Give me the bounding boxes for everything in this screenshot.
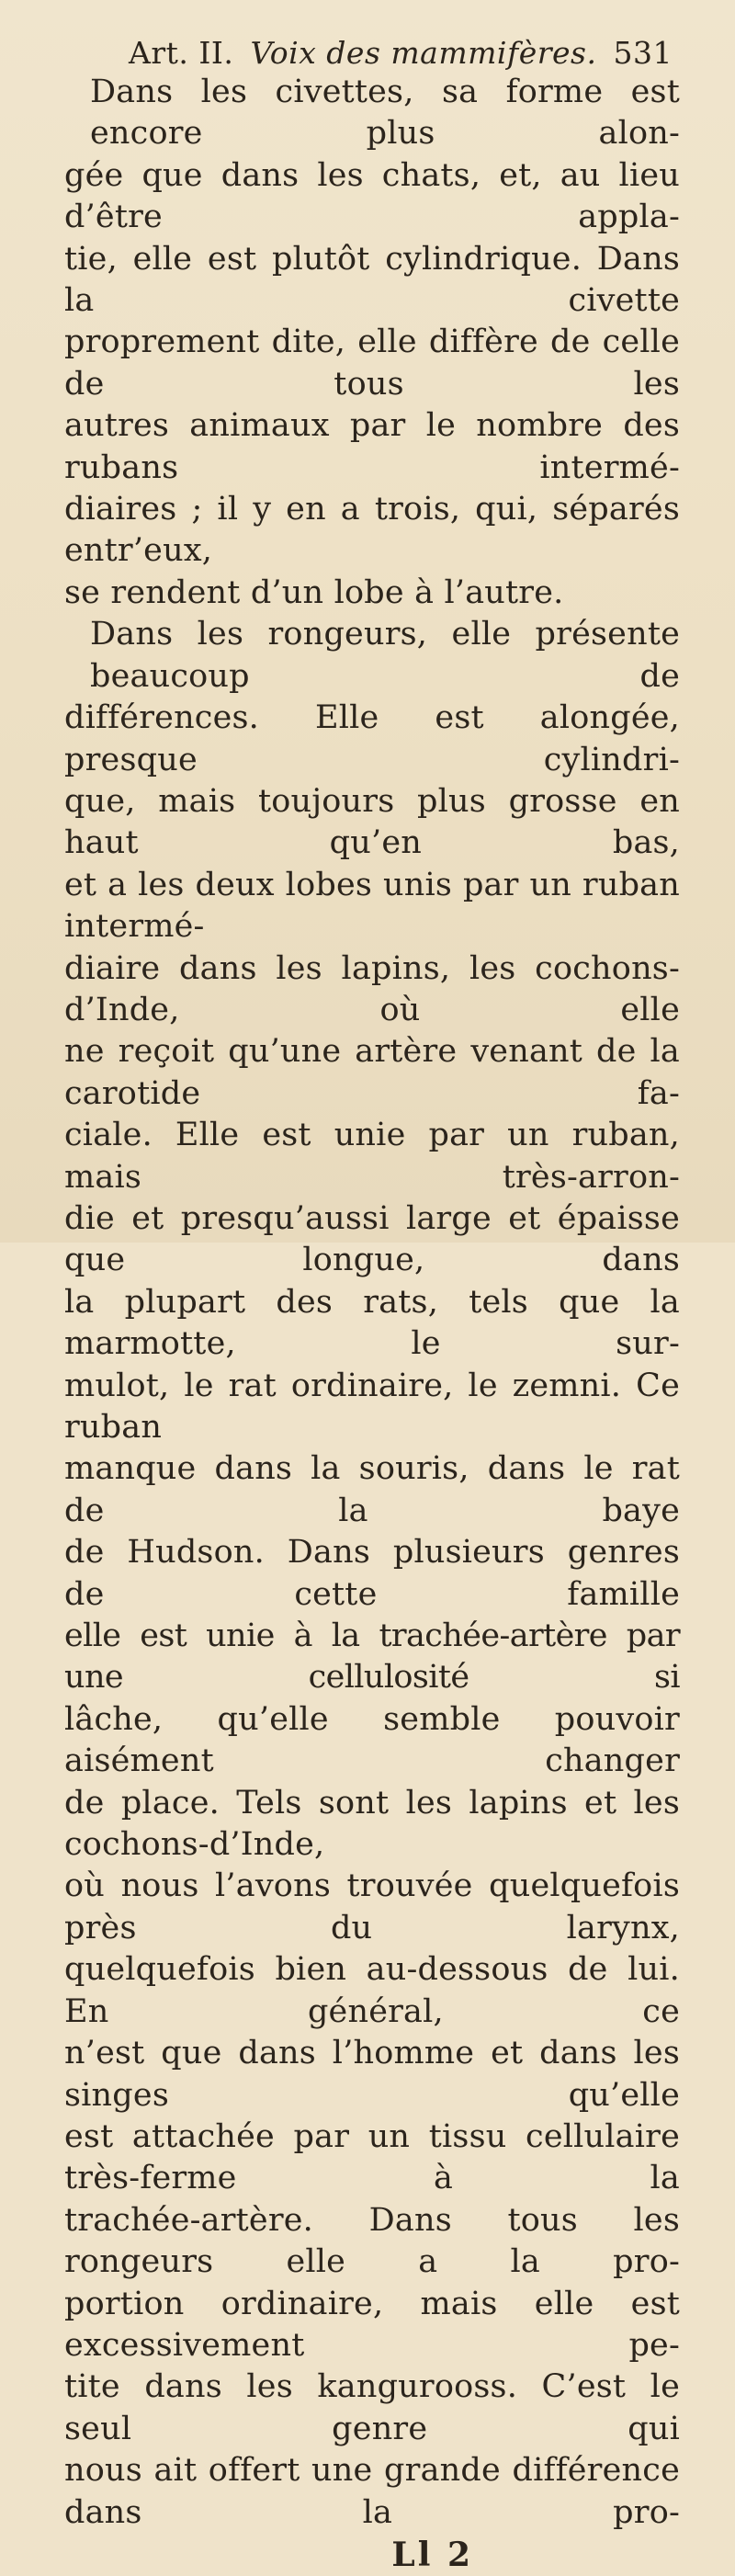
text-line: trachée-artère. Dans tous les rongeurs elle a la pro- — [64, 2201, 680, 2281]
signature-mark: Ll 2 — [391, 2535, 473, 2574]
text-line: se rendent d’un lobe à l’autre. — [64, 573, 564, 611]
text-line: nous ait offert une grande différence dans la pro- — [64, 2452, 680, 2531]
text-line: et a les deux lobes unis par un ruban intermé- — [64, 866, 680, 946]
text-line: de Hudson. Dans plusieurs genres de cette famille — [64, 1534, 680, 1613]
body-text — [64, 72, 680, 2534]
text-line: est attachée par un tissu cellulaire très-ferme à la — [64, 2117, 680, 2197]
text-line: ne reçoit qu’une artère venant de la carotide fa- — [64, 1033, 680, 1112]
header-section: Art. II. — [129, 35, 234, 71]
text-line: Dans les rongeurs, elle présente beaucoup de — [90, 616, 680, 695]
text-line: portion ordinaire, mais elle est excessivement pe- — [64, 2285, 680, 2364]
text-line: manque dans la souris, dans le rat de la baye — [64, 1450, 680, 1529]
header-title: Voix des mammifères. — [250, 35, 597, 71]
text-line: tie, elle est plutôt cylindrique. Dans la civette — [64, 240, 680, 320]
text-line: lâche, qu’elle semble pouvoir aisément changer — [64, 1700, 680, 1780]
text-line: die et presqu’aussi large et épaisse que longue, dans — [64, 1199, 680, 1279]
text-line: gée que dans les chats, et, au lieu d’être appla- — [64, 156, 680, 236]
page-number: 531 — [613, 35, 673, 71]
text-line: différences. Elle est alongée, presque cylindri- — [64, 699, 680, 778]
text-line: ciale. Elle est unie par un ruban, mais très-arron- — [64, 1117, 680, 1196]
text-line: diaire dans les lapins, les cochons-d’Inde, où elle — [64, 949, 680, 1028]
text-line: que, mais toujours plus grosse en haut qu’en bas, — [64, 782, 680, 862]
text-line: tite dans les kangurooss. C’est le seul genre qui — [64, 2368, 680, 2447]
text-line: n’est que dans l’homme et dans les singes qu’elle — [64, 2035, 680, 2114]
text-line: Dans les civettes, sa forme est encore plus alon- — [90, 74, 680, 153]
text-line: elle est unie à la trachée-artère par une cellulosité si — [64, 1617, 680, 1697]
text-line: proprement dite, elle diffère de celle de tous les — [64, 323, 680, 403]
text-line: quelquefois bien au-dessous de lui. En général, ce — [64, 1951, 680, 2030]
text-line: mulot, le rat ordinaire, le zemni. Ce ruban — [64, 1367, 680, 1446]
text-line: de place. Tels sont les lapins et les cochons-d’Inde, — [64, 1784, 680, 1864]
text-line: la plupart des rats, tels que la marmotte, le sur- — [64, 1283, 680, 1363]
running-header — [64, 35, 680, 72]
text-line: où nous l’avons trouvée quelquefois près du larynx, — [64, 1867, 680, 1946]
text-line: diaires ; il y en a trois, qui, séparés entr’eux, — [64, 491, 680, 570]
text-line: autres animaux par le nombre des rubans intermé- — [64, 407, 680, 486]
